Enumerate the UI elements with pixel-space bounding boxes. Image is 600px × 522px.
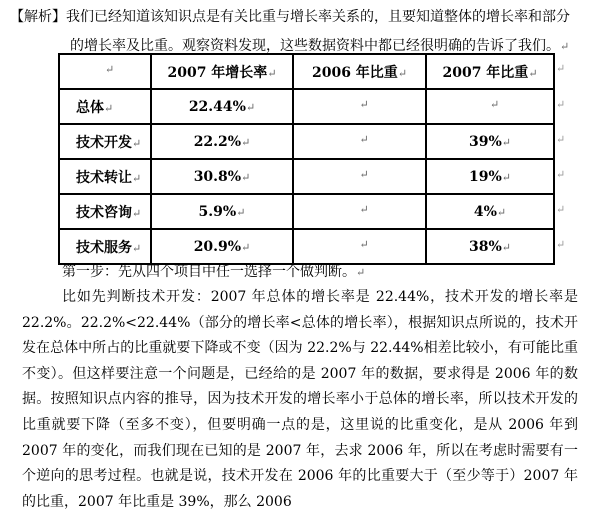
row-label: 技术服务↵	[59, 229, 151, 264]
share-2006-cell: ↵	[293, 229, 426, 264]
share-2007-cell: ↵	[426, 89, 554, 124]
intro-line-2: 的增长率及比重。观察资料发现，这些数据资料中都已经很明确的告诉了我们。	[70, 38, 560, 54]
header-share-2006: 2006 年比重↵	[293, 54, 426, 89]
share-2007-cell: 38%↵	[426, 229, 554, 264]
share-2007-cell: 19%↵	[426, 159, 554, 194]
share-2006-cell: ↵	[293, 89, 426, 124]
table-row	[59, 124, 554, 159]
share-2006-cell: ↵	[293, 159, 426, 194]
row-label: 技术咨询↵	[59, 194, 151, 229]
table-row	[59, 159, 554, 194]
data-table	[58, 53, 555, 265]
row-label: 技术开发↵	[59, 124, 151, 159]
header-growth-2007: 2007 年增长率↵	[151, 54, 293, 89]
share-2006-cell: ↵	[293, 194, 426, 229]
growth-cell: 22.44%↵	[151, 89, 293, 124]
share-2007-cell: 39%↵	[426, 124, 554, 159]
table-row	[59, 229, 554, 264]
growth-cell: 30.8%↵	[151, 159, 293, 194]
share-2006-cell: ↵	[293, 124, 426, 159]
row-end-mark: ↵	[556, 98, 566, 111]
row-end-mark: ↵	[556, 203, 566, 216]
growth-cell: 22.2%↵	[151, 124, 293, 159]
analysis-text: 比如先判断技术开发：2007 年总体的增长率是 22.44%，技术开发的增长率是 22.2%。22.2%<22.44%（部分的增长率<总体的增长率），根据知识点所说的，技术开发在总体中所占的比重就要下降或不变（因为 22.2%与 22.44%相差比较小，有可能比重不变）。但这样要注意一个问题是，已经给的是 2007 年的数据，要求得是 2006 年的数据。按照知识点内容的推导，因为技术开发的增长率小于总体的增长率，所以技术开发的比重就要下降（至多不变），但要明确一点的是，这里说的比重变化，是从 2006 年到 2007 年的变化，而我们现在已知的是 2007 年，去求 2006 年，所以在考虑时需要有一个逆向的思考过程。也就是说，技术开发在 2006 年的比重要大于（至少等于）2007 年的比重，2007 年比重是 39%，那么 2006	[22, 289, 578, 510]
header-cell-empty: ↵	[59, 54, 151, 89]
growth-cell: 20.9%↵	[151, 229, 293, 264]
table-row	[59, 89, 554, 124]
table-row	[59, 194, 554, 229]
growth-cell: 5.9%↵	[151, 194, 293, 229]
intro-line-1: 【解析】我们已经知道该知识点是有关比重与增长率关系的，且要知道整体的增长率和部分	[10, 9, 570, 25]
row-label: 技术转让↵	[59, 159, 151, 194]
row-end-mark: ↵	[556, 62, 566, 75]
row-end-mark: ↵	[556, 168, 566, 181]
header-share-2007: 2007 年比重↵	[426, 54, 554, 89]
share-2007-cell: 4%↵	[426, 194, 554, 229]
row-end-mark: ↵	[556, 133, 566, 146]
step-one: 第一步：先从四个项目中任一选择一个做判断。↵	[62, 264, 366, 280]
body-paragraph	[22, 285, 578, 515]
table-header-row	[59, 54, 554, 89]
row-label: 总体↵	[59, 89, 151, 124]
row-end-mark: ↵	[556, 238, 566, 251]
paragraph-mark: ↵	[560, 40, 570, 53]
